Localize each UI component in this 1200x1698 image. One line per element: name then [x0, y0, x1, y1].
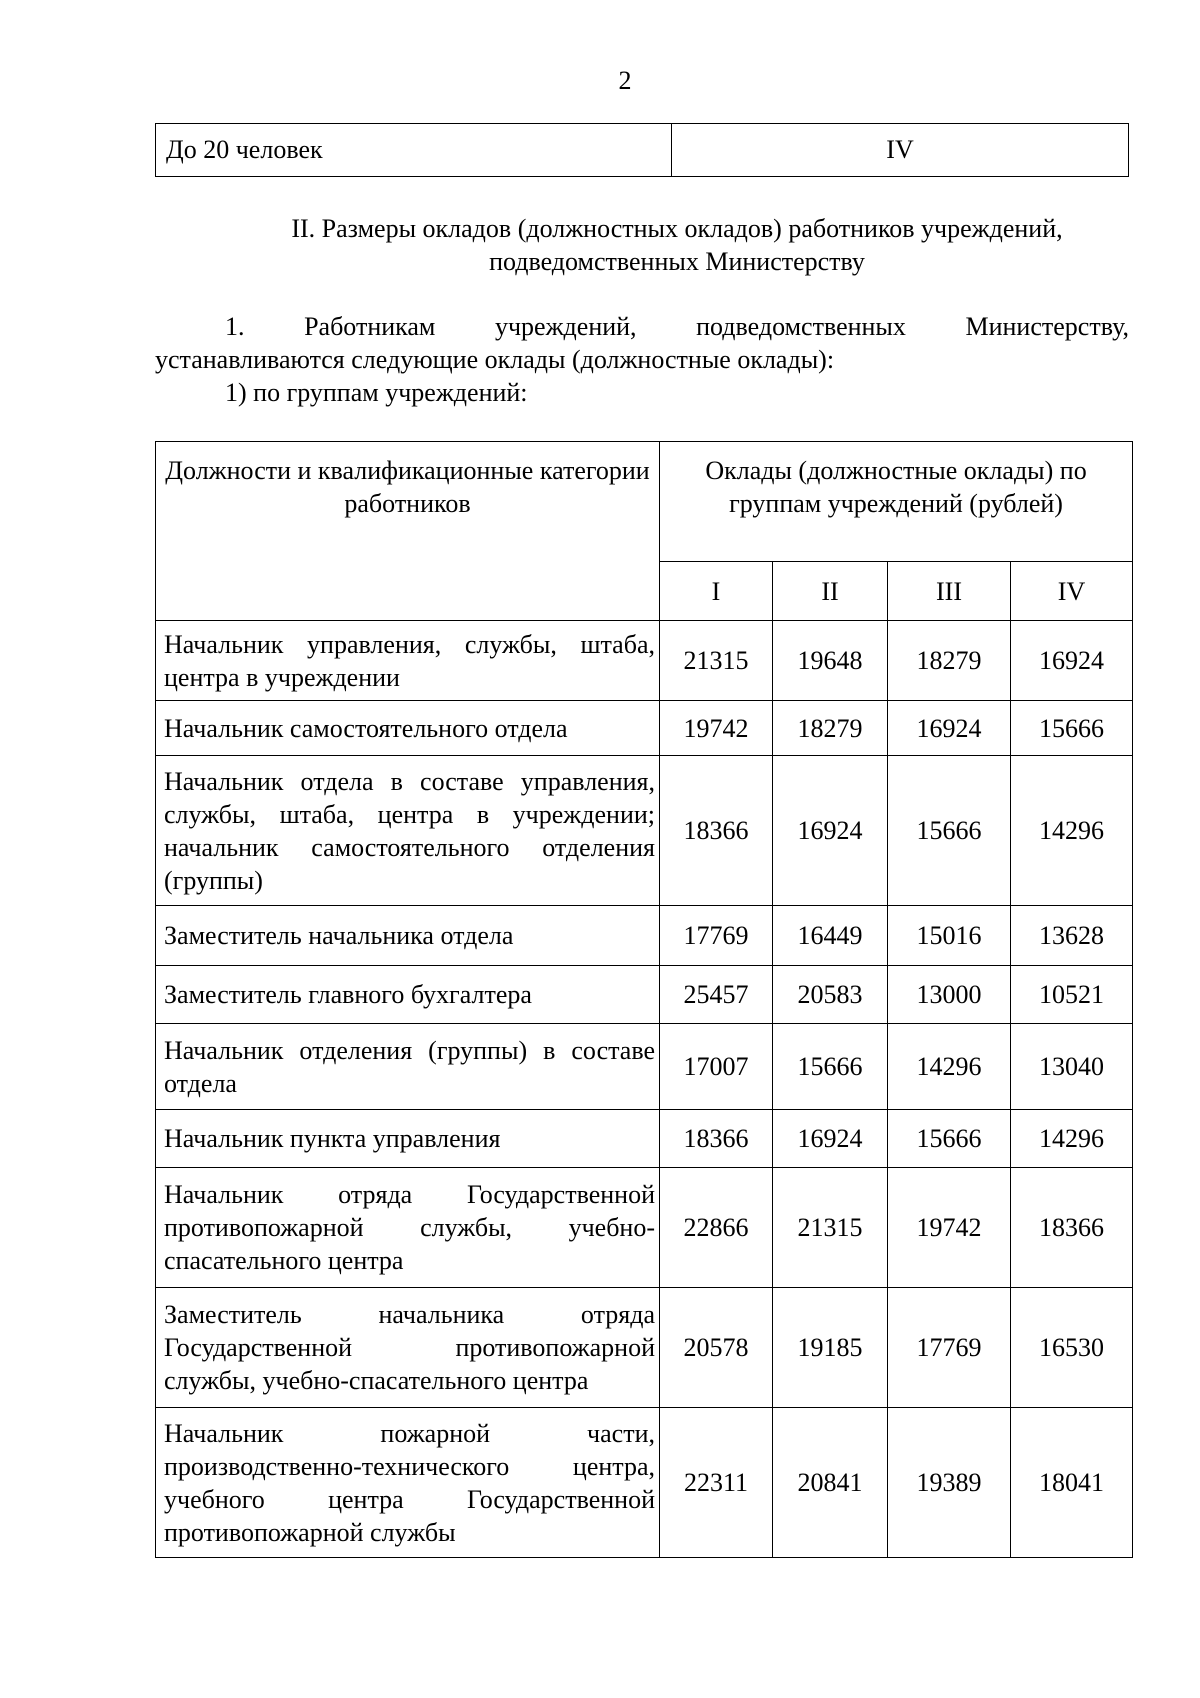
position-cell: Начальник управления, службы, штаба, центра в учреждении	[156, 621, 660, 701]
position-cell: Начальник самостоятельного отдела	[156, 701, 660, 756]
salary-cell: 14296	[1011, 756, 1133, 906]
position-cell: Заместитель начальника отдела	[156, 906, 660, 966]
paragraph-word: Работникам	[304, 312, 436, 341]
table-row	[156, 1408, 1133, 1558]
salary-cell: 19389	[888, 1408, 1011, 1558]
salary-cell: 16924	[888, 701, 1011, 756]
paragraph-word: подведомственных	[696, 312, 906, 341]
salary-cell: 17007	[660, 1024, 773, 1110]
salary-cell: 13000	[888, 966, 1011, 1024]
section-title	[155, 212, 1129, 278]
paragraph-subitem: 1) по группам учреждений:	[225, 378, 528, 407]
salary-cell: 22866	[660, 1168, 773, 1288]
salary-cell: 15666	[773, 1024, 888, 1110]
header-salary: Оклады (должностные оклады) по группам учреждений (рублей)	[660, 442, 1133, 562]
salary-cell: 25457	[660, 966, 773, 1024]
paragraph-word: учреждений,	[494, 312, 637, 341]
section-title-line1: II. Размеры окладов (должностных окладов) работников учреждений,	[291, 214, 1063, 243]
salary-cell: 13628	[1011, 906, 1133, 966]
salary-cell: 22311	[660, 1408, 773, 1558]
position-cell: Начальник пункта управления	[156, 1110, 660, 1168]
position-cell: Заместитель начальника отряда Государственной противопожарной службы, учебно-спасательного центра	[156, 1288, 660, 1408]
salary-cell: 20578	[660, 1288, 773, 1408]
table-row	[156, 756, 1133, 906]
paragraph-item-number: 1.	[225, 312, 245, 341]
section-title-line2: подведомственных Министерству	[489, 247, 865, 276]
table-row	[156, 966, 1133, 1024]
paragraph-1	[155, 310, 1129, 376]
table-header-row	[156, 442, 1133, 562]
salary-table	[155, 441, 1133, 1558]
salary-cell: 18279	[773, 701, 888, 756]
salary-cell: 16924	[1011, 621, 1133, 701]
table-row	[156, 701, 1133, 756]
salary-cell: 14296	[888, 1024, 1011, 1110]
salary-cell: 15016	[888, 906, 1011, 966]
group-header: III	[888, 562, 1011, 621]
group-header: II	[773, 562, 888, 621]
salary-cell: 17769	[888, 1288, 1011, 1408]
page-number: 2	[618, 66, 632, 95]
salary-cell: 19185	[773, 1288, 888, 1408]
continuation-group: IV	[672, 124, 1129, 177]
salary-cell: 15666	[888, 1110, 1011, 1168]
salary-cell: 15666	[888, 756, 1011, 906]
salary-cell: 20583	[773, 966, 888, 1024]
salary-cell: 18279	[888, 621, 1011, 701]
position-cell: Начальник отдела в составе управления, службы, штаба, центра в учреждении; начальник самостоятельного отделения (группы)	[156, 756, 660, 906]
position-cell: Начальник пожарной части, производственно-технического центра, учебного центра Государственной противопожарной службы	[156, 1408, 660, 1558]
salary-cell: 16449	[773, 906, 888, 966]
paragraph-word: Министерству,	[965, 312, 1129, 341]
table-row	[156, 1024, 1133, 1110]
salary-cell: 16924	[773, 756, 888, 906]
paragraph-line1	[155, 310, 1129, 343]
group-header: I	[660, 562, 773, 621]
table-row	[156, 1288, 1133, 1408]
salary-cell: 19742	[660, 701, 773, 756]
salary-cell: 13040	[1011, 1024, 1133, 1110]
salary-cell: 17769	[660, 906, 773, 966]
paragraph-line2: устанавливаются следующие оклады (должностные оклады):	[155, 345, 835, 374]
position-cell: Начальник отделения (группы) в составе отдела	[156, 1024, 660, 1110]
continuation-table	[155, 123, 1129, 177]
group-header: IV	[1011, 562, 1133, 621]
continuation-label: До 20 человек	[156, 124, 672, 177]
salary-cell: 14296	[1011, 1110, 1133, 1168]
salary-cell: 19742	[888, 1168, 1011, 1288]
table-row	[156, 1168, 1133, 1288]
salary-cell: 15666	[1011, 701, 1133, 756]
table-row	[156, 1110, 1133, 1168]
salary-cell: 19648	[773, 621, 888, 701]
table-row	[156, 906, 1133, 966]
position-cell: Начальник отряда Государственной противопожарной службы, учебно-спасательного центра	[156, 1168, 660, 1288]
salary-cell: 18366	[660, 1110, 773, 1168]
salary-cell: 21315	[773, 1168, 888, 1288]
header-position: Должности и квалификационные категории работников	[156, 442, 660, 621]
table-row	[156, 621, 1133, 701]
salary-cell: 18041	[1011, 1408, 1133, 1558]
salary-cell: 18366	[1011, 1168, 1133, 1288]
salary-cell: 10521	[1011, 966, 1133, 1024]
salary-cell: 18366	[660, 756, 773, 906]
salary-cell: 20841	[773, 1408, 888, 1558]
table-row	[156, 124, 1129, 177]
salary-cell: 16530	[1011, 1288, 1133, 1408]
position-cell: Заместитель главного бухгалтера	[156, 966, 660, 1024]
salary-cell: 21315	[660, 621, 773, 701]
salary-cell: 16924	[773, 1110, 888, 1168]
